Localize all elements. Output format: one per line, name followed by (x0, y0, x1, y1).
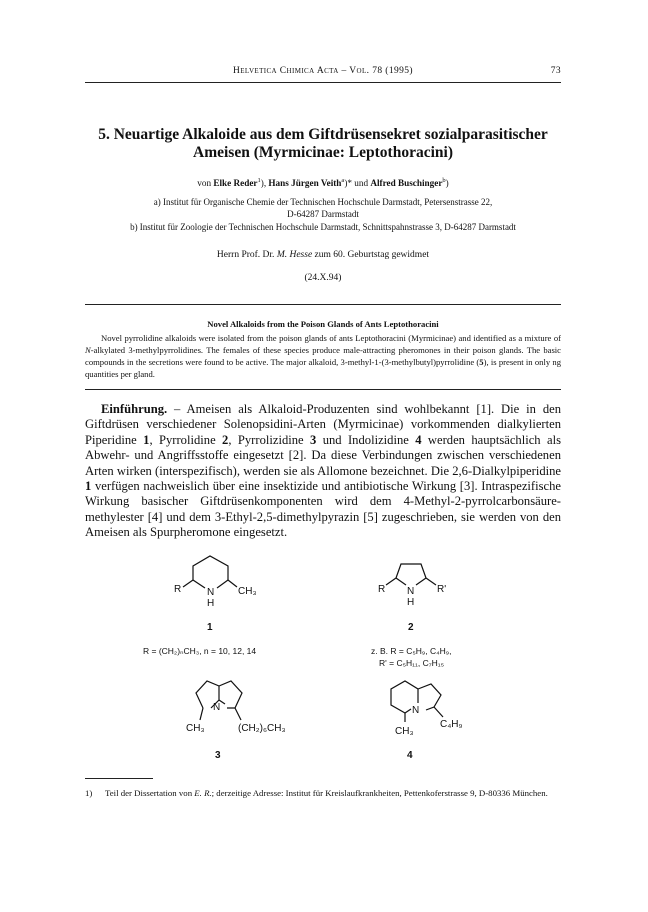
abstract-text-1: Novel pyrrolidine alkaloids were isolated from the poison glands of ants Leptothoracini (Myrmicinae) and identified as a mixture of (101, 333, 561, 343)
s3-number: 3 (215, 750, 221, 761)
footnote-text (105, 787, 561, 799)
indolizidine-five-ring (418, 684, 441, 710)
s2-n-label: N (407, 586, 415, 597)
intro-text-3: , Pyrrolizidine (228, 432, 311, 447)
pyrrolizidine-right-ring (219, 681, 242, 708)
s1-number: 1 (207, 622, 213, 633)
bond-c5-n (416, 578, 426, 585)
intro-text-2: , Pyrrolidine (149, 432, 223, 447)
s2-r2-label: R' (437, 584, 447, 595)
footnote-text-2: ; derzeitige Adresse: Institut für Kreislaufkrankheiten, Pettenkoferstrasse 9, D-80336 München. (211, 788, 548, 798)
footnote-mark: 1) (85, 788, 93, 798)
author-1: Elke Reder (213, 178, 258, 188)
pyrrolidine-ring-top (396, 564, 426, 578)
running-header (85, 66, 561, 82)
abstract-title: Novel Alkaloids from the Poison Glands of Ants Leptothoracini (207, 319, 439, 329)
bond-r (183, 580, 193, 587)
author-line: von Elke Reder$^1$), Hans Jürgen Veith$^a$)* und Alfred Buschinger$^b$) (197, 176, 449, 188)
structure-3 (186, 681, 286, 761)
bond-chain (235, 708, 241, 720)
piperidine-ring-top (193, 556, 228, 580)
intro-cmpd-5: 1 (85, 479, 92, 494)
abstract-bottom-rule (85, 389, 561, 390)
bond-r (386, 578, 396, 585)
bond-c-n (405, 709, 411, 713)
authors-sep-1: , (263, 178, 269, 188)
s2-number: 2 (408, 622, 414, 633)
intro-text-6: verfügen nachweislich über eine insektizide und antibiotische Wirkung [3]. Intraspezifische Wirkung basischer Giftdrüsenkomponenten wird dem 4-Methyl-2-pyrrolcarbonsäure-methylester [4] und dem 3-Ethyl-2,5-dimethylpyrazin [5] zugeschrieben, sie werden von den Ameisen als Spurpheromone eingesetzt. (85, 479, 561, 540)
s4-c4h9-label: C₄H₉ (440, 719, 463, 730)
structure-1 (143, 556, 257, 656)
footnote-name: E. R. (194, 788, 212, 798)
s3-chain-label: (CH₂)₆CH₃ (238, 723, 286, 734)
abstract-compound-number: 5 (479, 357, 484, 367)
dedication-before: Herrn Prof. Dr. (216, 250, 277, 260)
author-2: Hans Jürgen Veith (268, 178, 342, 188)
affiliation-b: b) Institut für Zoologie der Technischen Hochschule Darmstadt, Schnittspahnstrasse 3, D-64287 Darmstadt (130, 222, 516, 232)
s4-number: 4 (407, 750, 413, 761)
bond-ch3 (228, 580, 237, 587)
intro-cmpd-4: 4 (415, 432, 422, 447)
bond-c6-n (217, 580, 228, 588)
authors-prefix: von (197, 178, 212, 188)
s3-n-label: N (213, 702, 221, 713)
dedication-name: M. Hesse (276, 250, 313, 260)
s4-ch3-label: CH₃ (395, 726, 414, 737)
journal-name: Helvetica Chimica Acta – Vol. 78 (1995) (232, 66, 414, 76)
dedication-after: zum 60. Geburtstag gewidmet (312, 250, 430, 260)
intro-heading: Einführung. (101, 402, 168, 416)
abstract-top-rule (85, 304, 561, 305)
s2-r-label: R (378, 584, 386, 595)
structure-4 (391, 681, 463, 761)
footnote-rule (85, 778, 153, 779)
affiliation-a-line-1: a) Institut für Organische Chemie der Technischen Hochschule Darmstadt, Petersenstrasse 22, (153, 197, 493, 207)
intro-cmpd-1: 1 (143, 432, 150, 447)
article-title (85, 126, 561, 162)
intro-cmpd-2: 2 (222, 432, 229, 447)
introduction-paragraph (85, 402, 561, 541)
s2-caption-1: z. B. R = C₅H₉, C₄H₉, (371, 646, 452, 656)
s1-caption: R = (CH₂)ₙCH₃, n = 10, 12, 14 (143, 646, 257, 656)
s3-ch3-label: CH₃ (186, 723, 205, 734)
author-2-sup: a (341, 176, 345, 184)
author-1-sup: 1 (257, 176, 261, 184)
abstract-body (85, 332, 561, 380)
author-2-star: * (347, 178, 352, 188)
footnote (85, 787, 561, 799)
affiliation-a-line-2: D-64287 Darmstadt (287, 209, 359, 219)
s1-h-label: H (207, 598, 215, 609)
intro-cmpd-3: 3 (310, 432, 317, 447)
authors-sep-2: und (351, 178, 371, 188)
abstract-text-n: N (85, 345, 91, 355)
structure-2 (371, 564, 451, 668)
s2-caption-2: R' = C₅H₁₁, C₇H₁₅ (379, 658, 445, 668)
author-3-sup: b (442, 176, 446, 184)
abstract-text-2: -alkylated 3-methylpyrrolidines. The females of these species produce male-attracting pheromones in their poison glands. The basic compounds in the secretions were found to be active. The major alkaloid, 3-methyl-1-(3-methylbutyl)pyrrolidine ( (85, 345, 561, 367)
s2-h-label: H (407, 597, 415, 608)
author-3: Alfred Buschinger (370, 178, 443, 188)
s1-r-label: R (174, 584, 182, 595)
bond-r2 (426, 578, 436, 585)
s1-ch3-label: CH₃ (238, 586, 257, 597)
chemical-structures (0, 550, 648, 775)
intro-text-5: werden hauptsächlich als Abwehr- und Angriffsstoffe eingesetzt [2]. Da diese Verbindungen zwischen verschiedenen Arten wirken (interspezifisch), werden sie als Allomone bezeichnet. Die 2,6-Dialkylpiperidine (85, 432, 561, 478)
dedication (85, 250, 561, 260)
s4-n-label: N (412, 705, 420, 716)
bond-c2-n (193, 580, 205, 588)
title-line-2: Ameisen (Myrmicinae: Leptothoracini) (193, 144, 453, 161)
intro-text-4: und Indolizidine (316, 432, 416, 447)
s1-n-label: N (207, 587, 215, 598)
title-line-1: 5. Neuartige Alkaloide aus dem Giftdrüsensekret sozialparasitischer (98, 126, 548, 143)
bond-c2-n (396, 578, 406, 585)
footnote-text-1: Teil der Dissertation von (105, 788, 195, 798)
page-number: 73 (550, 66, 561, 76)
bond-c4h9 (434, 707, 443, 717)
bond-ch3 (200, 708, 203, 720)
received-date: (24.X.94) (304, 273, 342, 283)
header-rule (85, 82, 561, 83)
intro-text-1: – Ameisen als Alkaloid-Produzenten sind wohlbekannt [1]. Die in den Giftdrüsen verschiedener Solenopsidini-Arten (Myrmicinae) vorkommenden dialkylierten Piperidine (85, 402, 561, 447)
abstract-text-3: ), is present in only ng quantities per gland. (85, 357, 561, 379)
